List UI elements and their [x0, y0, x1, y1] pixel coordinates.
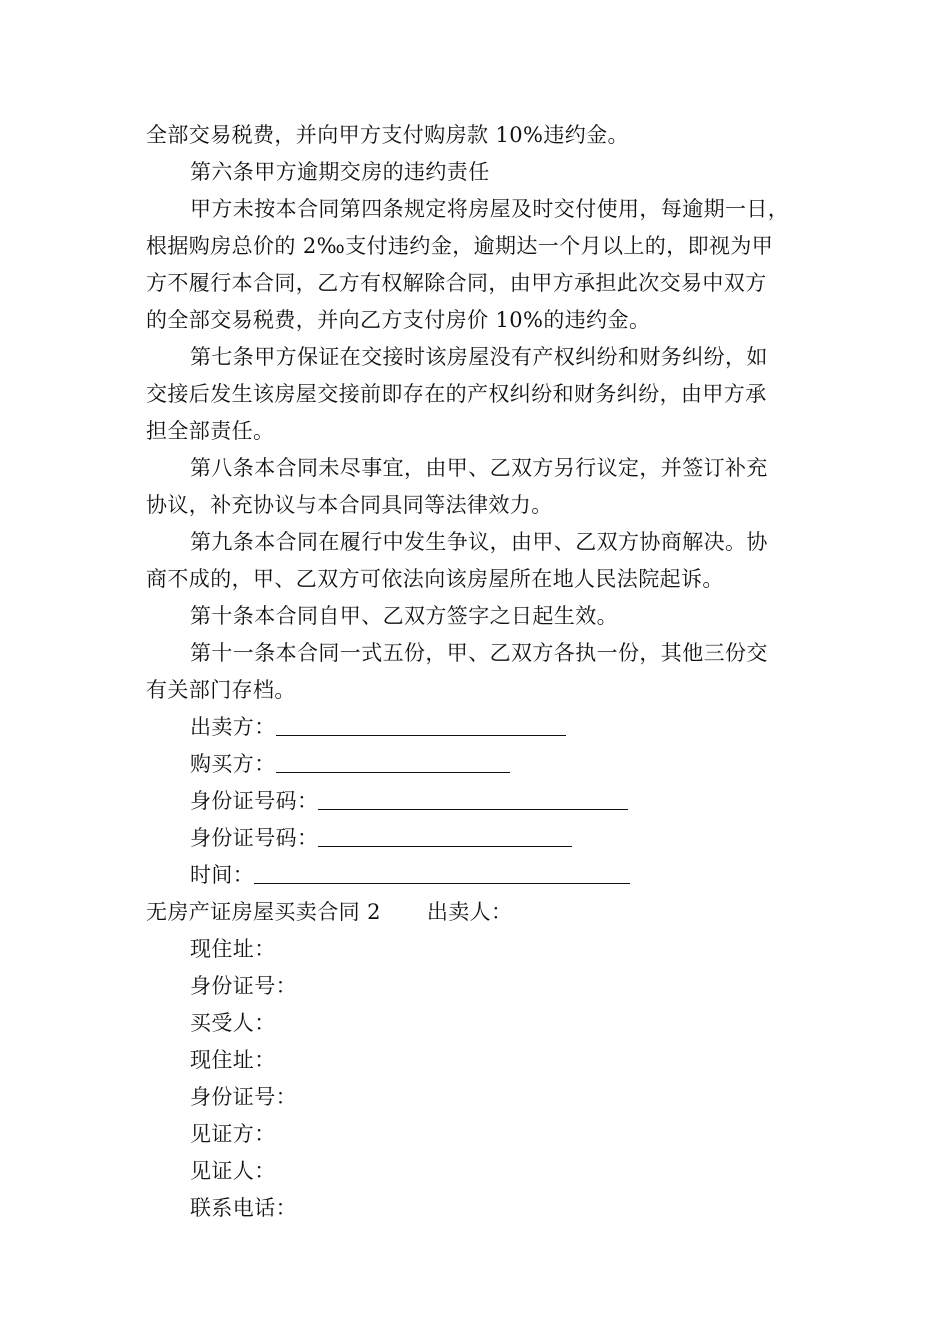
field-phone: 联系电话： [190, 1196, 297, 1220]
justified-line: 第七条甲方保证在交接时该房屋没有产权纠纷和财务纠纷，如 [190, 345, 768, 369]
field-buyer: 买受人： [190, 1011, 276, 1035]
seller-label: 出卖方： [190, 715, 276, 739]
id-number-row-2 [146, 820, 816, 857]
document-page [146, 117, 816, 1227]
text-line: 协议，补充协议与本合同具同等法律效力。 [146, 493, 553, 517]
contract-2-heading-row [146, 894, 816, 931]
buyer-blank-line[interactable] [276, 746, 510, 773]
field-witness: 见证人： [190, 1159, 276, 1183]
buyer-label: 购买方： [190, 752, 276, 776]
justified-line: 交接后发生该房屋交接前即存在的产权纠纷和财务纠纷，由甲方承 [146, 382, 767, 406]
field-id-number: 身份证号： [190, 974, 297, 998]
buyer-signature-row [146, 746, 816, 783]
contract-2-title: 无房产证房屋买卖合同 2 [146, 900, 381, 924]
id-number-label: 身份证号码： [190, 826, 319, 850]
field-witness-party: 见证方： [190, 1122, 276, 1146]
field-address: 现住址： [190, 937, 276, 961]
field-id-number: 身份证号： [190, 1085, 297, 1109]
id-number-label: 身份证号码： [190, 789, 319, 813]
justified-line: 根据购房总价的 2‰支付违约金，逾期达一个月以上的，即视为甲 [146, 234, 774, 258]
text-line: 的全部交易税费，并向乙方支付房价 10%的违约金。 [146, 308, 651, 332]
justified-line: 方不履行本合同，乙方有权解除合同，由甲方承担此次交易中双方 [146, 271, 767, 295]
time-label: 时间： [190, 863, 255, 887]
text-line: 全部交易税费，并向甲方支付购房款 10%违约金。 [146, 123, 629, 147]
time-blank-line[interactable] [254, 857, 630, 884]
seller-signature-row [146, 709, 816, 746]
article-6-title: 第六条甲方逾期交房的违约责任 [190, 160, 490, 184]
id-number-row-1 [146, 783, 816, 820]
article-10: 第十条本合同自甲、乙双方签字之日起生效。 [190, 604, 618, 628]
justified-line: 第九条本合同在履行中发生争议，由甲、乙双方协商解决。协 [190, 530, 768, 554]
justified-line: 第十一条本合同一式五份，甲、乙双方各执一份，其他三份交 [190, 641, 768, 665]
justified-line: 第八条本合同未尽事宜，由甲、乙双方另行议定，并签订补充 [190, 456, 768, 480]
text-line: 担全部责任。 [146, 419, 275, 443]
field-address: 现住址： [190, 1048, 276, 1072]
text-line: 有关部门存档。 [146, 678, 296, 702]
justified-line: 甲方未按本合同第四条规定将房屋及时交付使用，每逾期一日， [190, 197, 790, 221]
id-number-blank-line[interactable] [318, 783, 628, 810]
contract-2-seller-label: 出卖人： [426, 900, 513, 924]
time-row [146, 857, 816, 894]
id-number-blank-line[interactable] [318, 820, 572, 847]
text-line: 商不成的，甲、乙双方可依法向该房屋所在地人民法院起诉。 [146, 567, 724, 591]
seller-blank-line[interactable] [276, 709, 566, 736]
